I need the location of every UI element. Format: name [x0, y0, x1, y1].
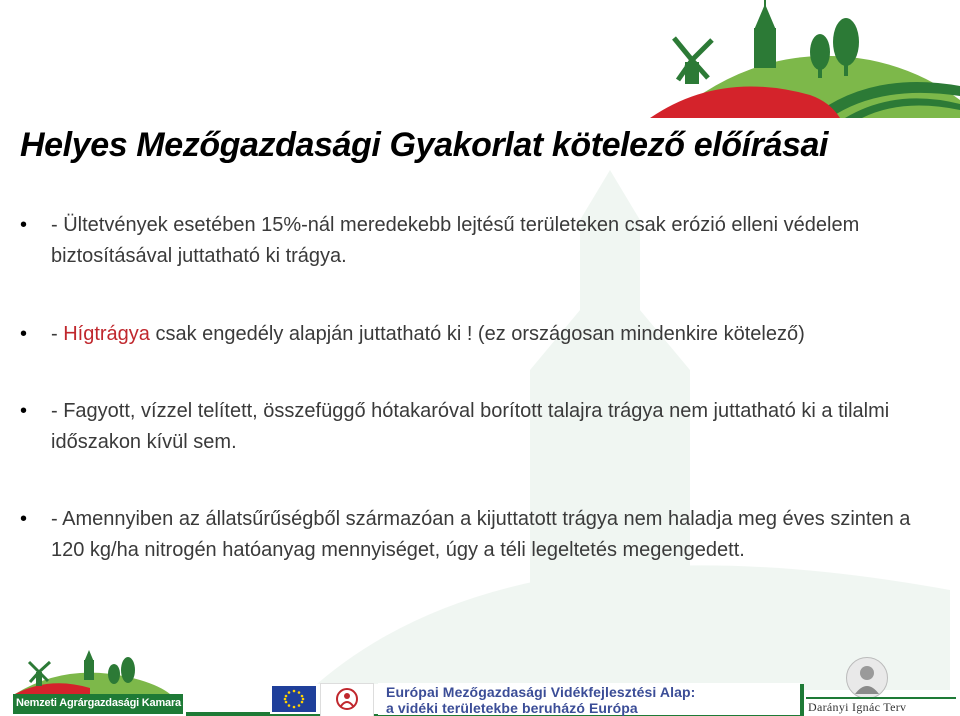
daranyi-green-line: [806, 697, 956, 699]
bullet-list: [20, 210, 940, 566]
slide-title: Helyes Mezőgazdasági Gyakorlat kötelező előírásai: [20, 126, 829, 164]
eu-fund-label: Európai Mezőgazdasági Vidékfejlesztési Alap:: [386, 684, 696, 700]
bullet-item-2: [20, 319, 940, 350]
daranyi-label: Darányi Ignác Terv: [808, 700, 907, 714]
bullet-item-4: [20, 504, 940, 566]
nak-label: Nemzeti Agrárgazdasági Kamara: [16, 697, 181, 709]
bullet-item-1: [20, 210, 940, 272]
eu-flag-icon: [272, 686, 316, 712]
bullet-item-3: [20, 396, 940, 458]
bullet-dot-icon: •: [20, 323, 28, 345]
bullet-dot-icon: •: [20, 508, 28, 530]
bullet-text-suffix: csak engedély alapján juttatható ki ! (ez országosan mindenkire kötelező): [149, 323, 805, 345]
eu-fund-sublabel: a vidéki területekbe beruházó Európa: [386, 700, 638, 716]
footer-green-edge: [800, 684, 804, 714]
bullet-highlight: Hígtrágya: [63, 323, 150, 345]
bullet-text: - Amennyiben az állatsűrűségből származóan a kijuttatott trágya nem haladja meg éves szinten a 120 kg/ha nitrogén hatóanyag mennyiséget, úgy a téli legeltetés megengedett.: [51, 508, 911, 561]
bullet-dot-icon: •: [20, 400, 28, 422]
windmill-church-hills-logo: [640, 0, 960, 118]
bullet-text-prefix: -: [51, 323, 64, 345]
leader-logo-icon: [320, 683, 374, 716]
bullet-text: - Fagyott, vízzel telített, összefüggő hótakaróval borított talajra trágya nem juttatható ki a tilalmi időszakon kívül sem.: [51, 400, 890, 453]
daranyi-portrait-icon: [846, 657, 888, 699]
bullet-text: - Ültetvények esetében 15%-nál meredekebb lejtésű területeken csak erózió elleni védelem biztosításával juttatható ki trágya.: [51, 214, 860, 267]
bullet-dot-icon: •: [20, 214, 28, 236]
